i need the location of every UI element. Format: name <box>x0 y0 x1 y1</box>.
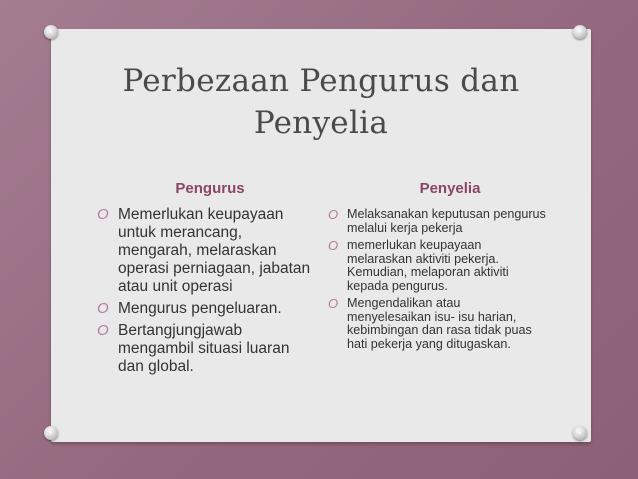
list-item-text: Mengurus pengeluaran. <box>118 300 282 317</box>
bullet-icon: O <box>97 206 109 223</box>
pengurus-list <box>97 206 316 380</box>
list-item-text: memerlukan keupayaan melaraskan aktiviti pekerja. Kemudian, melaporan aktiviti kepada pengurus. <box>347 238 509 293</box>
pin-icon-top-right <box>573 25 587 39</box>
list-item <box>97 300 316 318</box>
bullet-icon: O <box>97 300 109 317</box>
list-item <box>328 296 547 351</box>
pin-icon-bottom-right <box>573 426 587 440</box>
pin-icon-bottom-left <box>44 426 58 440</box>
heading-pengurus: Pengurus <box>175 180 245 197</box>
bullet-icon: O <box>97 322 109 339</box>
slide-title: Perbezaan Pengurus dan Penyelia <box>122 63 520 141</box>
list-item-text: Mengendalikan atau menyelesaikan isu- isu harian, kebimbingan dan rasa tidak puas hati pekerja yang ditugaskan. <box>347 296 532 351</box>
list-item-text: Bertangjungjawab mengambil situasi luaran dan global. <box>118 322 290 375</box>
pin-icon-top-left <box>44 25 58 39</box>
bullet-icon: O <box>328 207 339 222</box>
list-item <box>97 206 316 296</box>
list-item <box>97 322 316 376</box>
list-item-text: Memerlukan keupayaan untuk merancang, mengarah, melaraskan operasi perniagaan, jabatan atau unit operasi <box>118 206 311 295</box>
bullet-icon: O <box>328 296 339 311</box>
list-item <box>328 238 547 293</box>
list-item-text: Melaksanakan keputusan pengurus melalui kerja pekerja <box>347 207 546 235</box>
list-item <box>328 207 547 235</box>
heading-penyelia: Penyelia <box>419 180 481 197</box>
bullet-icon: O <box>328 238 339 253</box>
penyelia-list <box>328 207 547 355</box>
